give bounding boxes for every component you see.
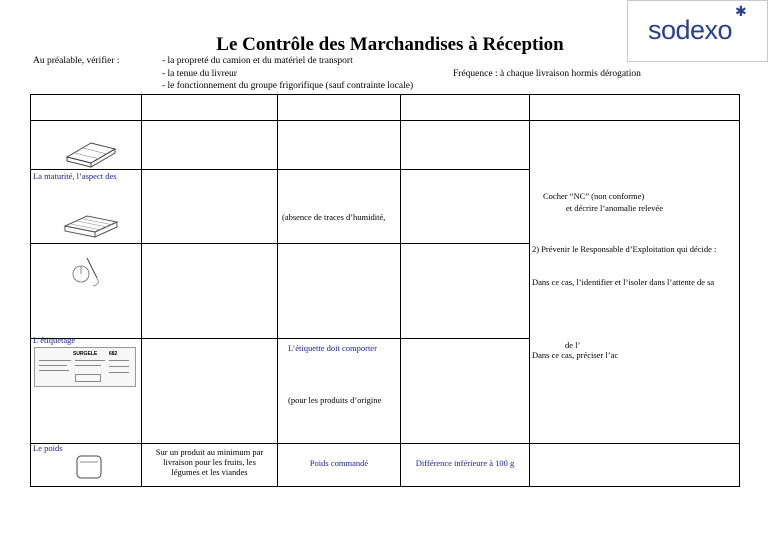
- row3-col2: [142, 244, 278, 339]
- ordered-weight-text: Poids commandé: [309, 458, 369, 468]
- logo-star-icon: ✱: [735, 5, 747, 20]
- intro-item-2: - la tenue du livreur: [162, 69, 237, 79]
- row2-col1: [31, 170, 142, 244]
- intro-prefix: Au préalable, vérifier :: [33, 56, 120, 66]
- labeling-label: L’étiquetage: [33, 335, 76, 345]
- label-requirement-text: L’étiquette doit comporter: [288, 343, 377, 353]
- row1-col3: [278, 121, 401, 170]
- product-label-image: [34, 347, 136, 387]
- row5-col1: [31, 444, 142, 487]
- frequency-text: Fréquence : à chaque livraison hormis dérogation: [453, 69, 641, 79]
- row5-col4: [401, 444, 530, 487]
- row5-col5: [530, 444, 740, 487]
- row5-col3: [278, 444, 401, 487]
- weight-sample-line-2: livraison pour les fruits, les: [163, 457, 256, 467]
- header-cell-2: [142, 95, 278, 121]
- logo-text: sodexo: [648, 15, 733, 45]
- thermometer-probe-icon: [69, 252, 109, 292]
- row4-col2: [142, 339, 278, 444]
- row2-col2: [142, 170, 278, 244]
- row3-col1: [31, 244, 142, 339]
- humidity-text: (absence de traces d’humidité,: [282, 212, 386, 222]
- row2-col4: [401, 170, 530, 244]
- row3-col3: [278, 244, 401, 339]
- row2-col3: [278, 170, 401, 244]
- origin-products-text: (pour les produits d’origine: [288, 395, 382, 405]
- header-cell-3: [278, 95, 401, 121]
- right-line-2: et décrire l’anomalie relevée: [566, 203, 663, 213]
- intro-item-1: - la propreté du camion et du matériel de transport: [162, 56, 353, 66]
- row5-col2: [142, 444, 278, 487]
- row1-col1: [31, 121, 142, 170]
- header-row: [31, 95, 740, 121]
- table-row: [31, 121, 740, 170]
- header-cell-1: [31, 95, 142, 121]
- scale-icon: [74, 454, 104, 484]
- maturity-label: La maturité, l’aspect des: [33, 171, 117, 181]
- row4-col3: [278, 339, 401, 444]
- right-instruction-cell: [530, 121, 740, 444]
- page-title: Le Contrôle des Marchandises à Réception: [216, 34, 564, 55]
- weight-label: Le poids: [33, 443, 63, 453]
- weight-tolerance-text: Différence inférieure à 100 g: [415, 458, 515, 468]
- label-image-brand: SURGELE: [73, 351, 98, 357]
- row4-col1: [31, 335, 142, 444]
- row4-col4: [401, 339, 530, 444]
- tray-icon: [61, 210, 121, 240]
- right-line-5: de l’: [565, 340, 581, 350]
- right-line-3: 2) Prévenir le Responsable d’Exploitation qui décide :: [532, 244, 717, 254]
- weight-sample-line-3: légumes et les viandes: [171, 467, 248, 477]
- label-image-code: 682: [109, 351, 118, 357]
- reception-control-table: [30, 94, 740, 487]
- right-line-1: Cocher “NC” (non conforme): [543, 191, 645, 201]
- crate-icon: [61, 129, 121, 169]
- right-line-4: Dans ce cas, l’identifier et l’isoler dans l’attente de sa: [532, 277, 715, 287]
- row1-col4: [401, 121, 530, 170]
- sodexo-logo: [627, 0, 768, 62]
- weight-sample-line-1: Sur un produit au minimum par: [155, 447, 264, 457]
- intro-item-3: - le fonctionnement du groupe frigorifique (sauf contrainte locale): [162, 81, 414, 91]
- row1-col2: [142, 121, 278, 170]
- table-row: [31, 444, 740, 487]
- row3-col4: [401, 244, 530, 339]
- right-line-6: Dans ce cas, préciser l’ac: [532, 350, 619, 360]
- header-cell-4: [401, 95, 530, 121]
- header-cell-5: [530, 95, 740, 121]
